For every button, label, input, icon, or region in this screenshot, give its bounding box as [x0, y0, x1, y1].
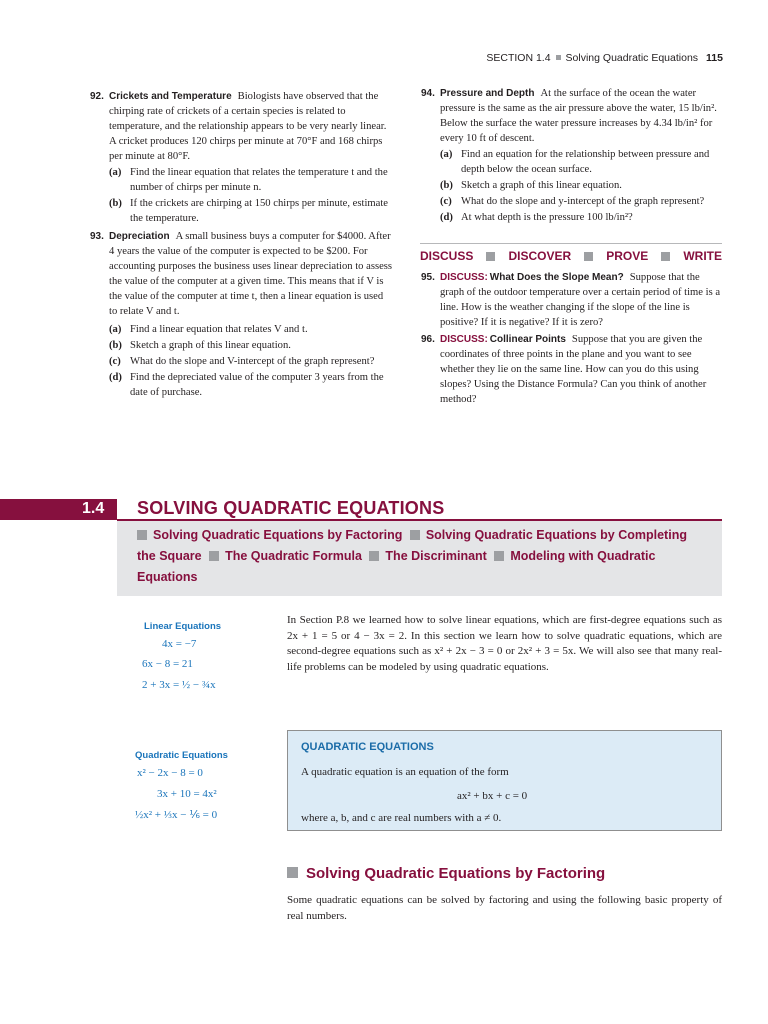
- page-number: 115: [706, 52, 723, 64]
- exercise-95: [421, 270, 723, 330]
- exercise-title: Crickets and Temperature: [109, 91, 232, 102]
- definition-line: A quadratic equation is an equation of the form: [301, 766, 509, 778]
- exercise-title: Depreciation: [109, 231, 170, 242]
- part-d: Find the depreciated value of the computer 3 years from the date of purchase.: [130, 372, 384, 398]
- discuss-tag: DISCUSS:: [440, 334, 488, 345]
- exercise-number: 94.: [421, 88, 435, 99]
- subsection-text: Some quadratic equations can be solved by factoring and using the following basic property of real numbers.: [287, 894, 722, 922]
- definition-title: QUADRATIC EQUATIONS: [301, 741, 434, 753]
- part-b: If the crickets are chirping at 150 chirps per minute, estimate the temperature.: [130, 198, 388, 224]
- section-topics: [137, 525, 707, 588]
- margin-linear-eq: 6x − 8 = 21: [142, 658, 193, 670]
- exercise-96: [421, 332, 723, 407]
- exercise-number: 92.: [90, 91, 104, 102]
- section-title: SOLVING QUADRATIC EQUATIONS: [137, 498, 445, 518]
- banner-write: WRITE: [683, 249, 722, 263]
- discuss-tag: DISCUSS:: [440, 272, 488, 283]
- heading-square-icon: [287, 867, 298, 878]
- banner-prove: PROVE: [606, 249, 649, 263]
- separator-square-icon: [556, 55, 561, 60]
- topic-square-icon: [137, 530, 147, 540]
- topic-square-icon: [369, 551, 379, 561]
- exercise-94: 94. Pressure and Depth At the surface of the ocean the water pressure is the same as the air pressure above the water, 15 lb/in². Below the surface the water pressure increases by 4.34 lb/in² for every 10 ft of descent. (a) Find an equation for the relationship between pressure and depth below the ocean surface. (b) Sketch a graph of this linear equation. (c) What do the slope and y-intercept of the graph represent? (d) At what depth is the pressure 100 lb/in²?: [421, 88, 717, 223]
- discuss-discover-banner: [420, 243, 722, 269]
- topic-link[interactable]: Solving Quadratic Equations by Completing the Square: [137, 528, 687, 563]
- margin-linear-title: Linear Equations: [144, 621, 222, 632]
- margin-quadratic-eq: 3x + 10 = 4x²: [157, 788, 217, 800]
- topic-square-icon: [209, 551, 219, 561]
- definition-equation: ax² + bx + c = 0: [457, 790, 528, 802]
- exercise-text: Biologists have observed that the chirping rate of crickets of a certain species is related to temperature, and the relationship appears to be very nearly linear. A cricket produces 120 chirps per minute at 70°F and 168 chirps per minute at 80°F.: [109, 91, 387, 162]
- part-c: What do the slope and y-intercept of the graph represent?: [461, 196, 705, 207]
- margin-quadratic-title: Quadratic Equations: [135, 750, 228, 761]
- topic-link[interactable]: Modeling with Quadratic Equations: [137, 549, 656, 584]
- exercise-text: A small business buys a computer for $4000. After 4 years the value of the computer is expected to be $200. For accounting purposes the business uses linear depreciation to assess the value of the computer at a given time. This means that if V is the value of the computer at time t, then a linear equation is used to relate V and t.: [109, 231, 393, 317]
- intro-paragraph: In Section P.8 we learned how to solve linear equations, which are first-degree equations such as 2x + 1 = 5 or 4 − 3x = 2. In this section we learn how to solve quadratic equations, which are second-degree equations such as x² + 2x − 3 = 0 or 2x² + 3 = 5x. We will also see that many real-life problems can be modeled by using quadratic equations.: [287, 614, 722, 673]
- part-b: Sketch a graph of this linear equation.: [461, 180, 622, 191]
- exercise-text: Suppose that the graph of the outdoor temperature over a certain period of time is a line. How is the weather changing if the slope of the line is positive? If it is negative? If it is zero?: [440, 272, 721, 328]
- topic-link[interactable]: The Discriminant: [385, 549, 487, 563]
- header-section: SECTION 1.4: [486, 52, 551, 64]
- subsection-title: Solving Quadratic Equations by Factoring: [306, 865, 606, 882]
- part-a: Find the linear equation that relates the temperature t and the number of chirps per minute n.: [130, 167, 388, 193]
- subsection-heading: [287, 866, 605, 881]
- margin-linear-eq: 4x = −7: [162, 638, 197, 650]
- exercise-title: Pressure and Depth: [440, 88, 535, 99]
- header-title: Solving Quadratic Equations: [565, 52, 699, 64]
- part-b: Sketch a graph of this linear equation.: [130, 340, 291, 351]
- margin-quadratic-eq: ½x² + ⅓x − ⅙ = 0: [135, 809, 218, 821]
- exercise-title: Collinear Points: [489, 334, 566, 345]
- exercise-number: 95.: [421, 272, 435, 283]
- banner-discuss: DISCUSS: [420, 249, 474, 263]
- margin-linear-eq: 2 + 3x = ½ − ¾x: [142, 679, 216, 691]
- part-a: Find an equation for the relationship between pressure and depth below the ocean surface.: [461, 149, 710, 175]
- banner-square-icon: [584, 252, 593, 261]
- banner-square-icon: [486, 252, 495, 261]
- exercise-number: 93.: [90, 231, 104, 242]
- topic-link[interactable]: Solving Quadratic Equations by Factoring: [153, 528, 403, 542]
- topic-square-icon: [410, 530, 420, 540]
- part-a: Find a linear equation that relates V and t.: [130, 324, 308, 335]
- exercise-text: At the surface of the ocean the water pressure is the same as the air pressure above the water, 15 lb/in². Below the surface the water pressure increases by 4.34 lb/in² for every 10 ft of descent.: [440, 88, 717, 144]
- exercise-text: Suppose that you are given the coordinates of three points in the plane and you want to see whether they lie on the same line. How can you do this using slopes? Using the Distance Formula? Can you think of another method?: [440, 334, 707, 405]
- part-c: What do the slope and V-intercept of the graph represent?: [130, 356, 375, 367]
- exercise-92: 92. Crickets and Temperature Biologists have observed that the chirping rate of crickets of a certain species is related to temperature, and the relationship appears to be very nearly linear. A cricket produces 120 chirps per minute at 70°F and 168 chirps per minute at 80°F. (a) Find the linear equation that relates the temperature t and the number of chirps per minute n. (b) If the crickets are chirping at 150 chirps per minute, estimate the temperature.: [90, 91, 388, 224]
- section-number: 1.4: [82, 500, 105, 517]
- margin-quadratic-eq: x² − 2x − 8 = 0: [137, 767, 203, 779]
- topic-link[interactable]: The Quadratic Formula: [225, 549, 362, 563]
- exercise-93: 93. Depreciation A small business buys a computer for $4000. After 4 years the value of the computer is expected to be $200. For accounting purposes the business uses linear depreciation to assess the value of the computer at a given time. This means that if V is the value of the computer at time t, then a linear equation is used to relate V and t. (a) Find a linear equation that relates V and t. (b) Sketch a graph of this linear equation. (c) What do the slope and V-intercept of the graph represent? (d) Find the depreciated value of the computer 3 years from the date of purchase.: [90, 231, 393, 398]
- exercise-title: What Does the Slope Mean?: [489, 272, 624, 283]
- running-header: [486, 51, 723, 66]
- banner-discover: DISCOVER: [508, 249, 572, 263]
- topic-square-icon: [494, 551, 504, 561]
- part-d: At what depth is the pressure 100 lb/in²?: [461, 212, 633, 223]
- banner-square-icon: [661, 252, 670, 261]
- definition-line: where a, b, and c are real numbers with a ≠ 0.: [301, 812, 502, 824]
- exercise-number: 96.: [421, 334, 435, 345]
